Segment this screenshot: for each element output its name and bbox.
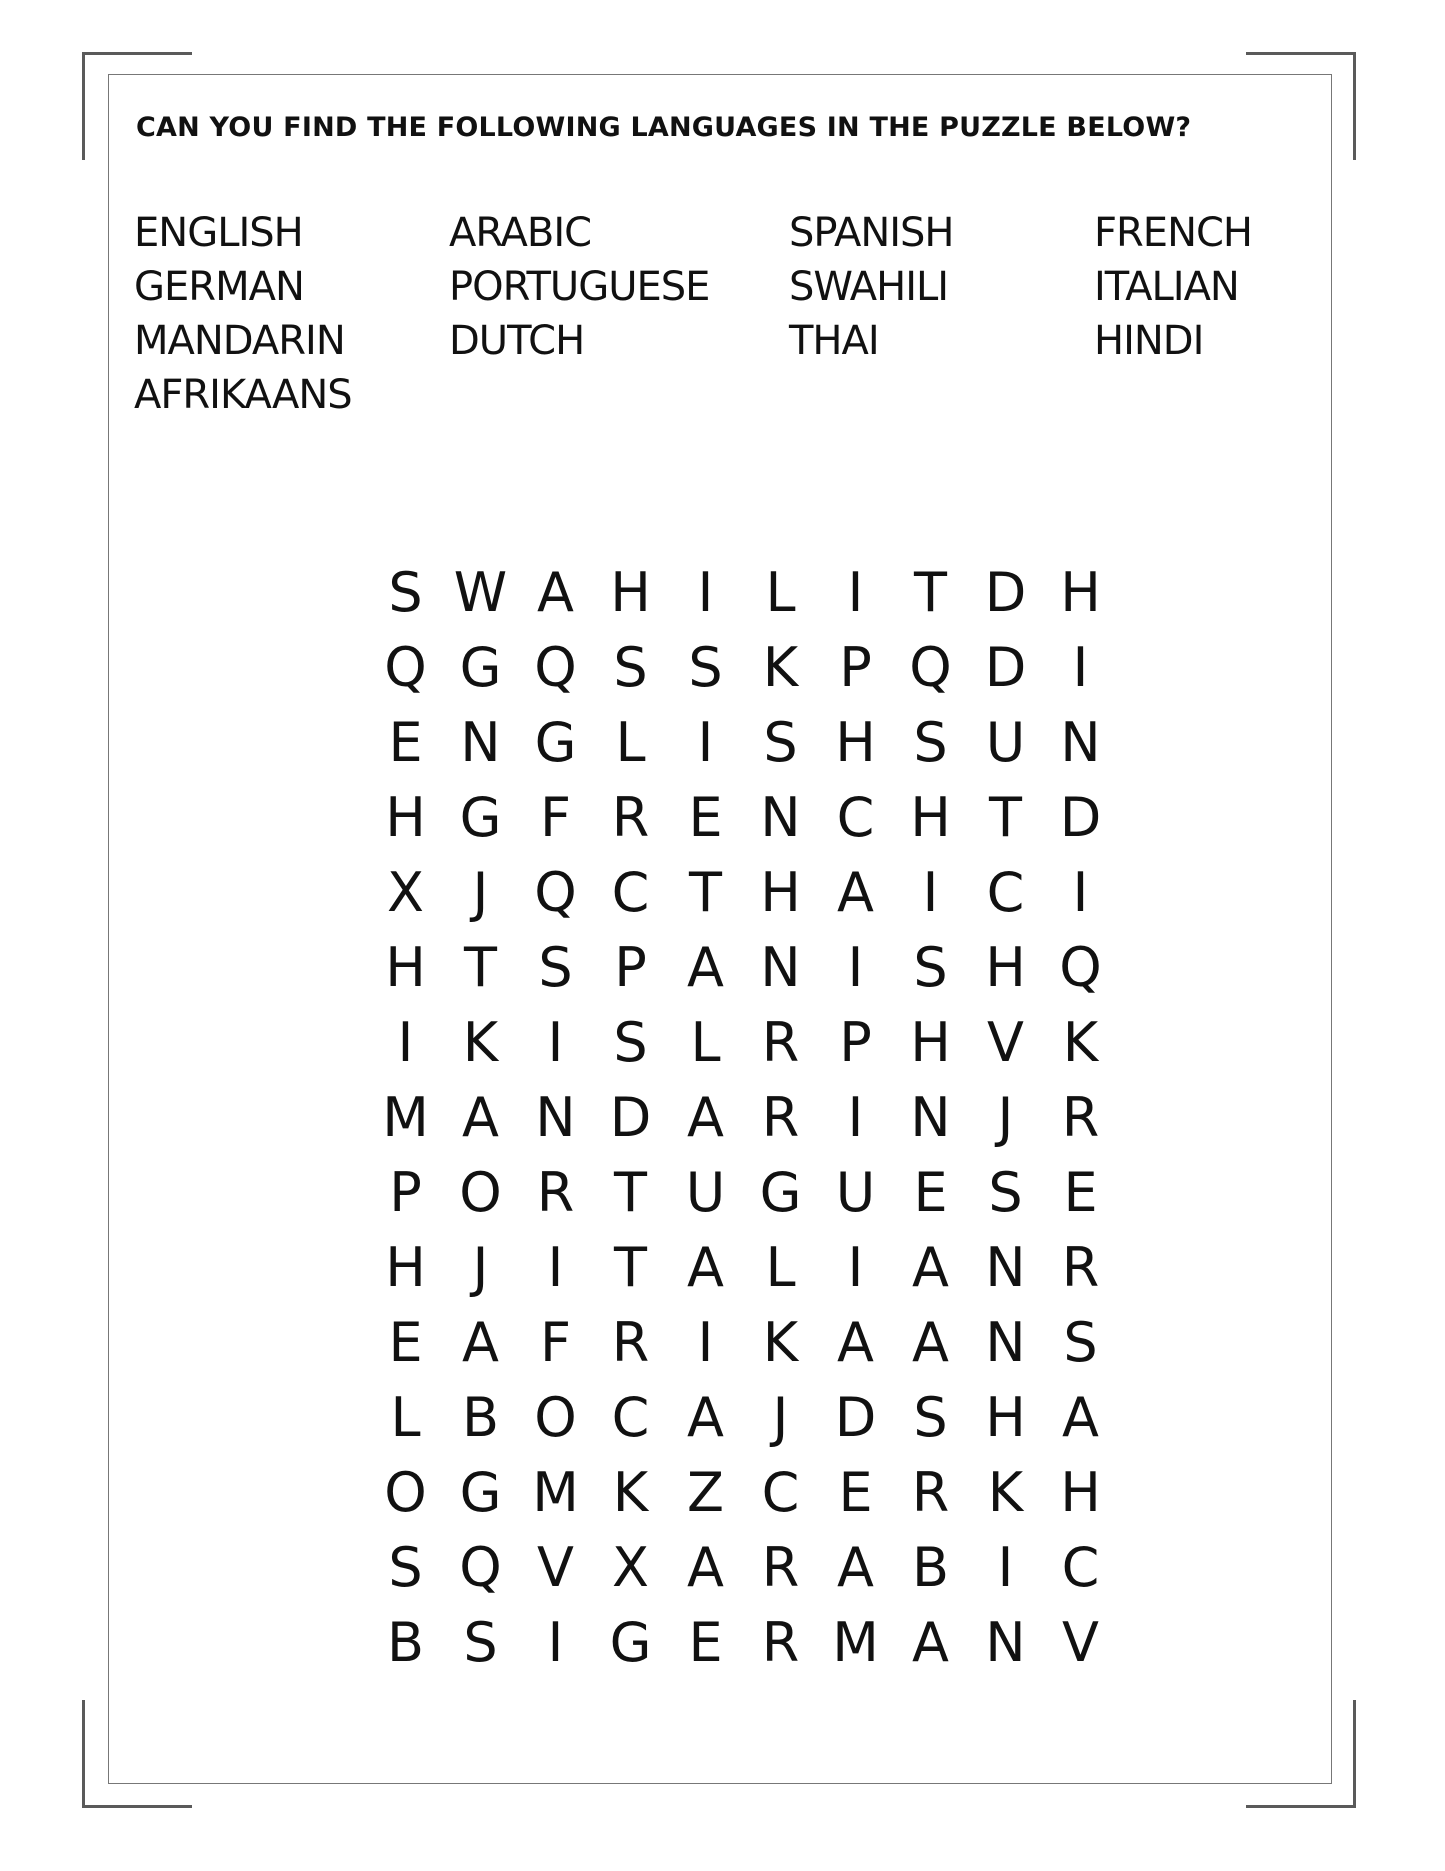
puzzle-cell: K	[762, 636, 799, 699]
puzzle-cell: G	[534, 711, 577, 774]
puzzle-cell: C	[761, 1461, 800, 1524]
word-list-item: AFRIKAANS	[134, 372, 352, 418]
puzzle-cell: P	[839, 636, 872, 699]
puzzle-cell: A	[687, 1536, 724, 1599]
puzzle-cell: G	[759, 1161, 802, 1224]
puzzle-cell: N	[460, 711, 501, 774]
puzzle-cell: D	[984, 561, 1027, 624]
puzzle-cell: B	[461, 1386, 500, 1449]
corner-top-left-h	[82, 52, 192, 55]
puzzle-cell: Q	[909, 636, 952, 699]
puzzle-cell: I	[547, 1611, 564, 1674]
puzzle-cell: Q	[534, 636, 577, 699]
puzzle-cell: H	[910, 1011, 951, 1074]
puzzle-cell: F	[539, 1311, 572, 1374]
puzzle-cell: C	[611, 861, 650, 924]
puzzle-cell: O	[534, 1386, 577, 1449]
word-list	[134, 206, 1294, 422]
puzzle-cell: L	[390, 1386, 421, 1449]
puzzle-cell: I	[397, 1011, 414, 1074]
puzzle-cell: A	[462, 1086, 499, 1149]
puzzle-cell: P	[839, 1011, 872, 1074]
puzzle-cell: I	[1072, 636, 1089, 699]
puzzle-cell: A	[537, 561, 574, 624]
puzzle-cell: Q	[1059, 936, 1102, 999]
puzzle-cell: H	[835, 711, 876, 774]
puzzle-cell: L	[765, 1236, 796, 1299]
puzzle-cell: B	[911, 1536, 950, 1599]
puzzle-cell: K	[987, 1461, 1024, 1524]
puzzle-cell: S	[613, 1011, 648, 1074]
puzzle-cell: S	[913, 711, 948, 774]
puzzle-cell: I	[847, 1086, 864, 1149]
puzzle-cell: A	[912, 1236, 949, 1299]
puzzle-cell: H	[985, 936, 1026, 999]
puzzle-cell: Q	[459, 1536, 502, 1599]
word-list-item: HINDI	[1094, 318, 1204, 364]
puzzle-cell: H	[910, 786, 951, 849]
puzzle-cell: A	[837, 1311, 874, 1374]
corner-top-left-v	[82, 52, 85, 160]
word-list-item: DUTCH	[449, 318, 585, 364]
word-list-item: THAI	[789, 318, 879, 364]
puzzle-cell: T	[689, 861, 722, 924]
puzzle-cell: I	[847, 1236, 864, 1299]
puzzle-cell: H	[385, 786, 426, 849]
puzzle-cell: S	[388, 561, 423, 624]
puzzle-cell: I	[697, 711, 714, 774]
puzzle-cell: G	[459, 786, 502, 849]
puzzle-cell: I	[697, 1311, 714, 1374]
puzzle-cell: A	[462, 1311, 499, 1374]
puzzle-cell: K	[1062, 1011, 1099, 1074]
word-list-item: MANDARIN	[134, 318, 345, 364]
puzzle-cell: D	[609, 1086, 652, 1149]
puzzle-cell: E	[1063, 1161, 1098, 1224]
puzzle-cell: H	[760, 861, 801, 924]
puzzle-cell: U	[985, 711, 1026, 774]
puzzle-cell: A	[687, 1386, 724, 1449]
puzzle-cell: I	[922, 861, 939, 924]
puzzle-cell: L	[765, 561, 796, 624]
puzzle-cell: N	[535, 1086, 576, 1149]
puzzle-cell: B	[386, 1611, 425, 1674]
puzzle-cell: S	[538, 936, 573, 999]
puzzle-cell: R	[761, 1011, 800, 1074]
puzzle-cell: K	[612, 1461, 649, 1524]
puzzle-cell: V	[1062, 1611, 1099, 1674]
puzzle-cell: A	[912, 1311, 949, 1374]
puzzle-cell: U	[685, 1161, 726, 1224]
puzzle-cell: Z	[687, 1461, 724, 1524]
puzzle-cell: D	[984, 636, 1027, 699]
puzzle-cell: R	[611, 1311, 650, 1374]
puzzle-cell: I	[697, 561, 714, 624]
puzzle-cell: J	[772, 1386, 789, 1449]
puzzle-cell: N	[985, 1311, 1026, 1374]
puzzle-cell: V	[537, 1536, 574, 1599]
puzzle-cell: I	[847, 561, 864, 624]
word-list-item: PORTUGUESE	[449, 264, 710, 310]
puzzle-cell: G	[609, 1611, 652, 1674]
puzzle-cell: E	[688, 786, 723, 849]
puzzle-cell: C	[986, 861, 1025, 924]
puzzle-cell: J	[997, 1086, 1014, 1149]
puzzle-cell: V	[987, 1011, 1024, 1074]
puzzle-cell: T	[914, 561, 947, 624]
puzzle-cell: R	[1061, 1236, 1100, 1299]
corner-bottom-left-h	[82, 1805, 192, 1808]
puzzle-cell: S	[913, 1386, 948, 1449]
puzzle-cell: S	[763, 711, 798, 774]
puzzle-cell: T	[464, 936, 497, 999]
puzzle-cell: A	[687, 1086, 724, 1149]
puzzle-cell: N	[1060, 711, 1101, 774]
puzzle-cell: M	[532, 1461, 579, 1524]
puzzle-cell: S	[388, 1536, 423, 1599]
puzzle-cell: C	[611, 1386, 650, 1449]
puzzle-cell: Q	[534, 861, 577, 924]
puzzle-cell: R	[761, 1086, 800, 1149]
puzzle-cell: R	[536, 1161, 575, 1224]
word-list-item: ENGLISH	[134, 210, 303, 256]
puzzle-cell: A	[837, 1536, 874, 1599]
puzzle-cell: R	[911, 1461, 950, 1524]
puzzle-cell: E	[388, 1311, 423, 1374]
puzzle-cell: R	[1061, 1086, 1100, 1149]
puzzle-cell: I	[847, 936, 864, 999]
puzzle-cell: J	[472, 861, 489, 924]
puzzle-cell: A	[912, 1611, 949, 1674]
puzzle-cell: N	[760, 786, 801, 849]
puzzle-cell: R	[611, 786, 650, 849]
corner-top-right-h	[1246, 52, 1356, 55]
word-list-item: GERMAN	[134, 264, 304, 310]
puzzle-cell: E	[388, 711, 423, 774]
puzzle-cell: C	[1061, 1536, 1100, 1599]
puzzle-cell: I	[997, 1536, 1014, 1599]
puzzle-grid	[368, 555, 1128, 1680]
puzzle-cell: A	[687, 936, 724, 999]
puzzle-cell: T	[614, 1161, 647, 1224]
puzzle-cell: H	[1060, 1461, 1101, 1524]
puzzle-cell: S	[988, 1161, 1023, 1224]
puzzle-cell: P	[614, 936, 647, 999]
puzzle-cell: H	[985, 1386, 1026, 1449]
puzzle-cell: Q	[384, 636, 427, 699]
puzzle-cell: O	[459, 1161, 502, 1224]
puzzle-cell: A	[837, 861, 874, 924]
puzzle-cell: I	[1072, 861, 1089, 924]
puzzle-cell: F	[539, 786, 572, 849]
corner-bottom-right-v	[1353, 1700, 1356, 1808]
puzzle-cell: H	[385, 1236, 426, 1299]
corner-bottom-right-h	[1246, 1805, 1356, 1808]
corner-bottom-left-v	[82, 1700, 85, 1808]
puzzle-cell: L	[615, 711, 646, 774]
puzzle-cell: U	[835, 1161, 876, 1224]
puzzle-cell: W	[453, 561, 508, 624]
puzzle-cell: A	[1062, 1386, 1099, 1449]
puzzle-cell: K	[762, 1311, 799, 1374]
puzzle-cell: N	[760, 936, 801, 999]
puzzle-cell: M	[382, 1086, 429, 1149]
puzzle-cell: T	[614, 1236, 647, 1299]
puzzle-cell: N	[910, 1086, 951, 1149]
puzzle-cell: J	[472, 1236, 489, 1299]
word-list-item: FRENCH	[1094, 210, 1253, 256]
word-list-item: SPANISH	[789, 210, 954, 256]
puzzle-cell: S	[913, 936, 948, 999]
word-list-item: ARABIC	[449, 210, 592, 256]
puzzle-cell: K	[462, 1011, 499, 1074]
puzzle-cell: S	[613, 636, 648, 699]
puzzle-cell: R	[761, 1536, 800, 1599]
puzzle-cell: G	[459, 636, 502, 699]
puzzle-cell: G	[459, 1461, 502, 1524]
puzzle-cell: T	[989, 786, 1022, 849]
word-list-item: ITALIAN	[1094, 264, 1239, 310]
puzzle-cell: S	[688, 636, 723, 699]
puzzle-cell: H	[1060, 561, 1101, 624]
puzzle-cell: M	[832, 1611, 879, 1674]
puzzle-cell: D	[1059, 786, 1102, 849]
puzzle-cell: O	[384, 1461, 427, 1524]
puzzle-cell: H	[385, 936, 426, 999]
puzzle-cell: D	[834, 1386, 877, 1449]
puzzle-cell: P	[389, 1161, 422, 1224]
puzzle-cell: R	[761, 1611, 800, 1674]
puzzle-cell: A	[687, 1236, 724, 1299]
puzzle-cell: I	[547, 1236, 564, 1299]
puzzle-cell: E	[688, 1611, 723, 1674]
puzzle-cell: X	[612, 1536, 649, 1599]
puzzle-cell: N	[985, 1611, 1026, 1674]
puzzle-cell: I	[547, 1011, 564, 1074]
puzzle-cell: L	[690, 1011, 721, 1074]
puzzle-cell: H	[610, 561, 651, 624]
word-list-item: SWAHILI	[789, 264, 949, 310]
puzzle-cell: S	[463, 1611, 498, 1674]
puzzle-cell: S	[1063, 1311, 1098, 1374]
page-title: CAN YOU FIND THE FOLLOWING LANGUAGES IN THE PUZZLE BELOW?	[136, 112, 1192, 143]
puzzle-cell: E	[913, 1161, 948, 1224]
puzzle-cell: X	[387, 861, 424, 924]
corner-top-right-v	[1353, 52, 1356, 160]
puzzle-cell: C	[836, 786, 875, 849]
puzzle-cell: N	[985, 1236, 1026, 1299]
puzzle-cell: E	[838, 1461, 873, 1524]
